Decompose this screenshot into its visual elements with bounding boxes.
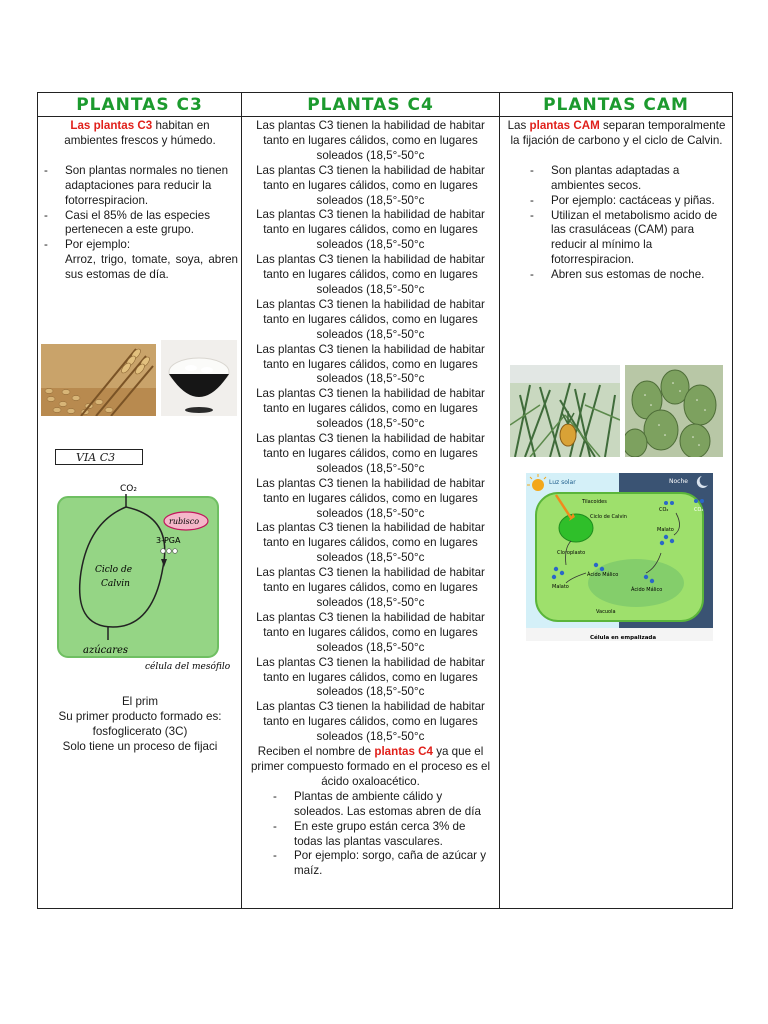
- c4-repeated-paragraph: Las plantas C3 tienen la habilidad de habitar tanto en lugares cálidos, como en lugares soleados (18,5°-50°c: [256, 432, 485, 475]
- cam-vacuola-label: Vacuola: [596, 609, 616, 615]
- via-c3-label: VIA C3: [55, 449, 143, 465]
- c4-repeated-paragraph: Las plantas C3 tienen la habilidad de habitar tanto en lugares cálidos, como en lugares soleados (18,5°-50°c: [256, 119, 485, 162]
- calvin-cycle-diagram: [53, 477, 241, 672]
- c4-bullet: - En este grupo están cerca 3% de todas las plantas vasculares.: [267, 820, 493, 850]
- cactus-photo: [625, 365, 723, 457]
- cam-malato-label: Malato: [657, 527, 674, 533]
- azucares-label: azúcares: [83, 645, 129, 656]
- cam-co2-label: CO₂: [694, 507, 704, 513]
- header-c4: PLANTAS C4: [242, 93, 500, 117]
- cam-cloroplasto-label: Cloroplasto: [557, 550, 586, 556]
- c4-bullet-list: [242, 790, 499, 879]
- cam-cycle-label: Ciclo de Calvin: [590, 514, 627, 520]
- c4-naming-highlight: plantas C4: [374, 745, 433, 759]
- co2-label: CO₂: [120, 484, 137, 494]
- c4-repeated-paragraph: Las plantas C3 tienen la habilidad de habitar tanto en lugares cálidos, como en lugares soleados (18,5°-50°c: [256, 253, 485, 296]
- c4-repeated-paragraph: Las plantas C3 tienen la habilidad de habitar tanto en lugares cálidos, como en lugares soleados (18,5°-50°c: [256, 566, 485, 609]
- c4-naming-pre: Reciben el nombre de: [257, 745, 375, 759]
- column-c4: [242, 117, 500, 909]
- c4-repeated-paragraph: Las plantas C3 tienen la habilidad de habitar tanto en lugares cálidos, como en lugares soleados (18,5°-50°c: [256, 163, 485, 207]
- mesofilo-caption: célula del mesófilo: [145, 662, 231, 672]
- cam-acido-label: Ácido Málico: [631, 587, 663, 593]
- cam-malato-label: Malato: [552, 584, 569, 590]
- c4-bullet: - Por ejemplo: sorgo, caña de azúcar y maíz.: [267, 849, 493, 879]
- header-cam: PLANTAS CAM: [500, 93, 733, 117]
- c4-repeated-paragraph: Las plantas C3 tienen la habilidad de habitar tanto en lugares cálidos, como en lugares soleados (18,5°-50°c: [256, 297, 485, 341]
- c3-bullet: - Son plantas normales no tienen adaptaciones para reducir la fotorrespiracion.: [38, 164, 238, 209]
- c4-repeated-paragraph: Las plantas C3 tienen la habilidad de habitar tanto en lugares cálidos, como en lugares soleados (18,5°-50°c: [256, 521, 485, 565]
- cam-co2-label: CO₂: [659, 507, 669, 513]
- cam-night-label: Noche: [669, 478, 688, 485]
- c4-repeated-paragraph: Las plantas C3 tienen la habilidad de habitar tanto en lugares cálidos, como en lugares soleados (18,5°-50°c: [256, 208, 485, 252]
- cam-intro: [500, 117, 733, 149]
- cam-bullet: - Son plantas adaptadas a ambientes secos.: [524, 164, 727, 194]
- c4-bullet: - Plantas de ambiente cálido y soleados. Las estomas abren de día: [267, 790, 493, 820]
- cam-bullet: - Por ejemplo: cactáceas y piñas.: [524, 194, 727, 209]
- c4-repeated-paragraph: Las plantas C3 tienen la habilidad de habitar tanto en lugares cálidos, como en lugares soleados (18,5°-50°c: [256, 342, 485, 386]
- c4-naming-post: ya que el primer compuesto formado en el proceso es el ácido oxaloacético.: [250, 745, 491, 788]
- column-cam: [500, 117, 733, 909]
- c3-footer-line: Su primer producto formado es: fosfoglicerato (3C): [58, 709, 222, 738]
- cam-tilacoides-label: Tilacoides: [582, 499, 607, 505]
- header-c3: PLANTAS C3: [38, 93, 242, 117]
- c4-naming-text: [242, 745, 499, 790]
- cam-day-label: Luz solar: [549, 479, 576, 486]
- c3-footer-line: El prim: [121, 695, 159, 708]
- c3-intro-text: habitan en ambientes frescos y húmedo.: [64, 119, 216, 147]
- cam-cell-diagram: [526, 473, 713, 641]
- cycle-label-2: Calvin: [101, 579, 130, 589]
- cam-bullet: - Abren sus estomas de noche.: [524, 268, 727, 283]
- wheat-grains-photo: [41, 344, 156, 416]
- c3-example-text: Arroz, trigo, tomate, soya, abren sus estomas de día.: [65, 253, 238, 282]
- cam-acido-label: Ácido Málico: [587, 572, 619, 578]
- cycle-label-1: Ciclo de: [95, 565, 133, 575]
- c3-intro: [38, 117, 242, 149]
- rice-bowl-photo: [161, 340, 237, 416]
- c3-footer: [42, 695, 238, 755]
- cam-diagram-caption: Célula en empalizada: [590, 635, 657, 641]
- column-c3: [38, 117, 242, 909]
- c4-repeated-paragraph: Las plantas C3 tienen la habilidad de habitar tanto en lugares cálidos, como en lugares soleados (18,5°-50°c: [256, 476, 485, 520]
- c4-repeated-paragraph: Las plantas C3 tienen la habilidad de habitar tanto en lugares cálidos, como en lugares soleados (18,5°-50°c: [256, 610, 485, 654]
- cam-intro-highlight: plantas CAM: [529, 119, 600, 132]
- cam-bullet-list: [500, 164, 733, 283]
- rubisco-label: rubisco: [169, 517, 200, 526]
- c3-bullet: - Casi el 85% de las especies pertenecen a este grupo.: [38, 209, 238, 239]
- c3-bullet-list: [38, 164, 242, 253]
- c3-bullet: - Por ejemplo:: [38, 238, 238, 253]
- c4-repeated-paragraph: Las plantas C3 tienen la habilidad de habitar tanto en lugares cálidos, como en lugares soleados (18,5°-50°c: [256, 387, 485, 431]
- c4-repeated-paragraph: Las plantas C3 tienen la habilidad de habitar tanto en lugares cálidos, como en lugares soleados (18,5°-50°c: [256, 700, 485, 744]
- c3-intro-highlight: Las plantas C3: [70, 119, 153, 132]
- cam-intro-post: separan temporalmente la fijación de carbono y el ciclo de Calvin.: [510, 119, 726, 147]
- cam-bullet: - Utilizan el metabolismo acido de las crasuláceas (CAM) para reducir al mínimo la fotorrespiracion.: [524, 209, 727, 269]
- c4-repeated-paragraph: Las plantas C3 tienen la habilidad de habitar tanto en lugares cálidos, como en lugares soleados (18,5°-50°c: [256, 655, 485, 699]
- pga-label: 3-PGA: [156, 536, 181, 545]
- c3-footer-line: Solo tiene un proceso de fijaci: [62, 739, 218, 753]
- c4-repeated-block: [242, 117, 499, 745]
- cam-intro-pre: Las: [507, 119, 530, 132]
- pineapple-plant-photo: [510, 365, 620, 457]
- comparison-table: [37, 92, 733, 909]
